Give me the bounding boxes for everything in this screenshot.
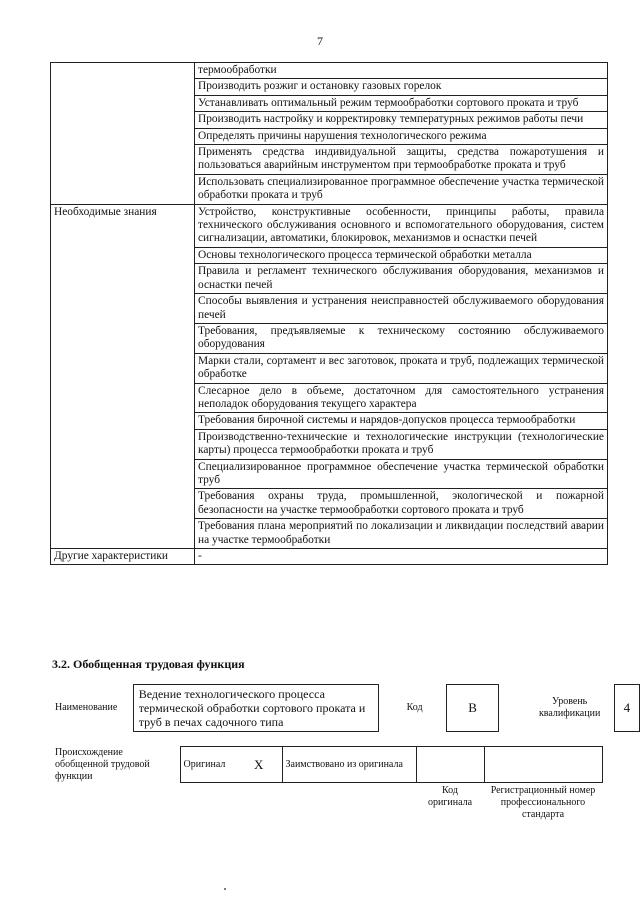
row-item: Специализированное программное обеспечение участка термической обработки труб xyxy=(195,459,608,489)
row-item: Способы выявления и устранения неисправностей обслуживаемого оборудования печей xyxy=(195,294,608,324)
registration-number-cell xyxy=(484,747,602,783)
row-label xyxy=(51,63,195,205)
function-name-value: Ведение технологического процесса термической обработки сортового проката и труб в печах садочного типа xyxy=(133,685,379,732)
row-item: Требования бирочной системы и нарядов-допусков процесса термообработки xyxy=(195,413,608,429)
generalized-function-table xyxy=(52,684,640,732)
row-item: Производить настройку и корректировку температурных режимов работы печи xyxy=(195,112,608,128)
original-label: Оригинал xyxy=(180,747,236,783)
row-item: Устройство, конструктивные особенности, принципы работы, правила технического обслуживания основного и вспомогательного оборудования, систем сигнализации, автоматики, блокировок, механизмов и оснастки печей xyxy=(195,204,608,247)
function-code-value: В xyxy=(446,685,499,732)
borrowed-label: Заимствовано из оригинала xyxy=(282,747,416,783)
section-title: 3.2. Обобщенная трудовая функция xyxy=(52,657,245,671)
registration-number-caption: Регистрационный номер профессионального стандарта xyxy=(490,785,596,820)
row-item: Определять причины нарушения технологического режима xyxy=(195,128,608,144)
row-item: Основы технологического процесса термической обработки металла xyxy=(195,247,608,263)
page-number: 7 xyxy=(317,34,323,48)
row-item: термообработки xyxy=(195,63,608,79)
origin-label: Происхождение обобщенной трудовой функции xyxy=(55,746,150,782)
row-item: Применять средства индивидуальной защиты, средства пожаротушения и пользоваться аварийным инструментом при термообработке проката и труб xyxy=(195,145,608,175)
row-item: Слесарное дело в объеме, достаточном для самостоятельного устранения неполадок оборудования текущего характера xyxy=(195,383,608,413)
row-item: Использовать специализированное программное обеспечение участка термической обработки проката и труб xyxy=(195,174,608,204)
skills-knowledge-table xyxy=(50,62,608,565)
row-label: Необходимые знания xyxy=(51,204,195,548)
row-item: Марки стали, сортамент и вес заготовок, проката и труб, подлежащих термической обработке xyxy=(195,353,608,383)
row-item: Требования охраны труда, промышленной, экологической и пожарной безопасности на участке термообработки сортового проката и труб xyxy=(195,489,608,519)
row-item: - xyxy=(195,549,608,565)
name-label: Наименование xyxy=(55,702,118,713)
origin-table xyxy=(52,746,603,821)
row-item: Устанавливать оптимальный режим термообработки сортового проката и труб xyxy=(195,95,608,111)
original-code-cell xyxy=(416,747,484,783)
table-row xyxy=(51,204,608,247)
table-row xyxy=(51,63,608,79)
row-item: Требования плана мероприятий по локализации и ликвидации последствий аварии на участке термообработки xyxy=(195,519,608,549)
qualification-level-value: 4 xyxy=(614,685,639,732)
qualification-level-label: Уровень квалификации xyxy=(538,696,601,719)
row-item: Производственно-технические и технологические инструкции (технологические карты) процесса термообработки проката и труб xyxy=(195,429,608,459)
table-row xyxy=(51,549,608,565)
scan-dot xyxy=(224,888,226,890)
original-code-caption: Код оригинала xyxy=(427,785,473,808)
row-item: Производить розжиг и остановку газовых горелок xyxy=(195,79,608,95)
row-item: Правила и регламент технического обслуживания оборудования, механизмов и оснастки печей xyxy=(195,264,608,294)
row-label: Другие характеристики xyxy=(51,549,195,565)
original-mark: Х xyxy=(236,747,282,783)
row-item: Требования, предъявляемые к техническому состоянию обслуживаемого оборудования xyxy=(195,323,608,353)
code-label: Код xyxy=(406,702,423,713)
